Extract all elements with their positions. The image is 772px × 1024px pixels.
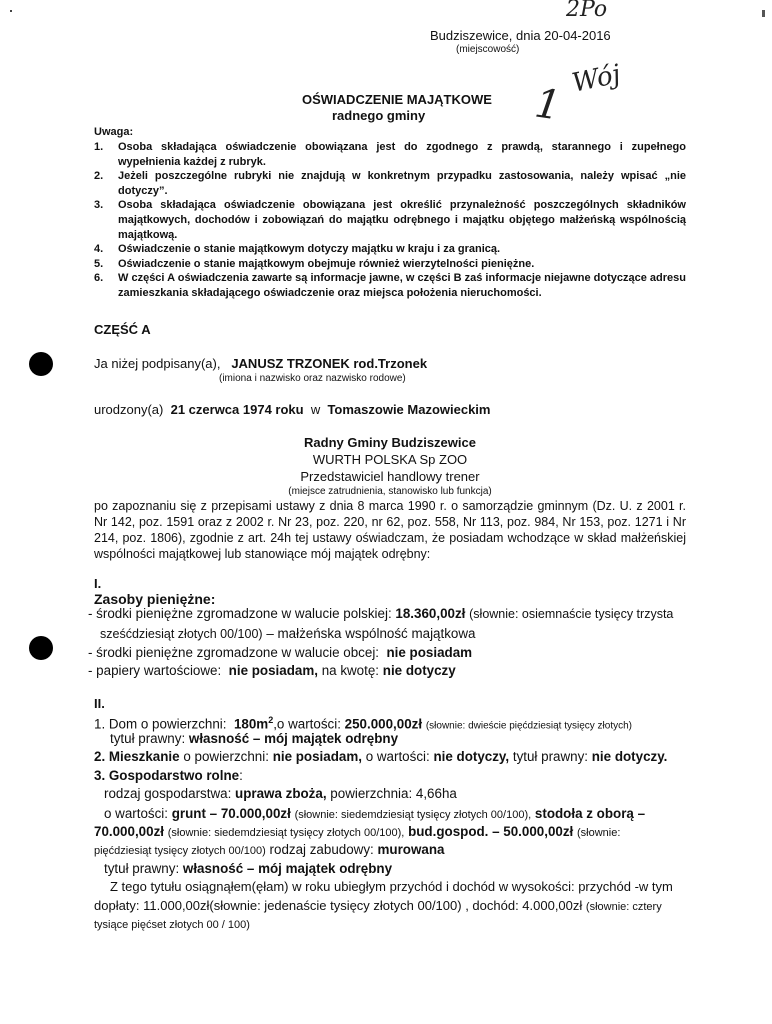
note-item: 6. W części A oświadczenia zawarte są informacje jawne, w części B zaś informacje niejawne dotyczące adresu zamieszkania składającego oświadczenie oraz miejsca położenia nieruchomości.	[94, 272, 686, 299]
pln-amount: 18.360,00zł	[395, 606, 466, 621]
part-a-heading: CZĘŚĆ A	[94, 322, 151, 337]
income-line-2: dopłaty: 11.000,00zł(słownie: jedenaście tysięcy złotych 00/100) , dochód: 4.000,00zł (słownie: cztery	[94, 898, 662, 913]
punch-hole-top	[29, 352, 53, 376]
foreign-line: - środki pieniężne zgromadzone w walucie obcej: nie posiadam	[88, 645, 473, 660]
place-date: Budziszewice, dnia 20-04-2016	[430, 28, 611, 43]
farm-heading-line: 3. Gospodarstwo rolne:	[94, 768, 243, 783]
place-caption: (miejscowość)	[456, 44, 520, 55]
scan-speck	[10, 10, 12, 12]
note-item: 1. Osoba składająca oświadczenie obowiązana jest do zgodnego z prawdą, starannego i zupełnego wypełnienia każdej z rubryk.	[94, 141, 686, 168]
house-title-line: tytuł prawny: własność – mój majątek odrębny	[110, 731, 399, 746]
signed-name: JANUSZ TRZONEK rod.Trzonek	[231, 356, 428, 371]
signed-line: Ja niżej podpisany(a), JANUSZ TRZONEK rod.Trzonek	[94, 356, 428, 371]
farm-value-line: o wartości: grunt – 70.000,00zł (słownie: siedemdziesiąt tysięcy złotych 00/100), stodoła z oborą –	[104, 806, 646, 821]
section-1-numeral: I.	[94, 576, 102, 591]
income-line-3: tysiące pięćset złotych 00 / 100)	[94, 919, 250, 931]
punch-hole-bottom	[29, 636, 53, 660]
handwritten-page-number: 2Po	[566, 0, 608, 22]
notes-heading: Uwaga:	[94, 126, 134, 138]
statute-paragraph: po zapoznaniu się z przepisami ustawy z dnia 8 marca 1990 r. o samorządzie gminnym (Dz. U. z 2001 r. Nr 142, poz. 1591 oraz z 2002 r. Nr 23, poz. 220, nr 62, poz. 558, Nr 113, poz. 984, Nr 153, poz. 1271 i Nr 214, poz. 1806), zgodnie z art. 24h tej ustawy oświadczam, że posiadam wchodzące w skład małżeńskiej wspólności majątkowej lub stanowiące mój majątek odrębny:	[94, 499, 686, 561]
income-line-1: Z tego tytułu osiągnąłem(ęłam) w roku ubiegłym przychód i dochód w wysokości: przychód -w tym	[110, 879, 673, 894]
document-subtitle: radnego gminy	[332, 108, 426, 123]
note-item: 2. Jeżeli poszczególne rubryki nie znajdują w konkretnym przypadku zastosowania, należy wpisać „nie dotyczy”.	[94, 170, 686, 197]
born-line: urodzony(a) 21 czerwca 1974 roku w Tomaszowie Mazowieckim	[94, 402, 491, 417]
name-caption: (imiona i nazwisko oraz nazwisko rodowe)	[219, 373, 406, 384]
note-item: 3. Osoba składająca oświadczenie obowiązana jest określić przynależność poszczególnych składników majątkowych, dochodów i zobowiązań do majątku odrębnego i majątku objętego małżeńską wspólnością majątkową.	[94, 199, 686, 241]
section-2-numeral: II.	[94, 696, 105, 711]
handwritten-corner-mark: 1	[531, 80, 564, 130]
farm-title-line: tytuł prawny: własność – mój majątek odrębny	[104, 861, 393, 876]
job-line-1: Radny Gminy Budziszewice	[304, 435, 476, 450]
section-1-heading: Zasoby pieniężne:	[94, 591, 216, 607]
born-date: 21 czerwca 1974 roku	[170, 402, 304, 417]
handwritten-annotation: Wój	[569, 59, 624, 99]
farm-bud-line: pięćdziesiąt tysięcy złotych 00/100) rodzaj zabudowy: murowana	[94, 842, 445, 857]
pln-line-2: sześćdziesiąt złotych 00/100) – małżeńska wspólność majątkowa	[100, 626, 476, 641]
notes-list	[94, 140, 686, 301]
job-caption: (miejsce zatrudnienia, stanowisko lub funkcja)	[288, 486, 492, 497]
document-title: OŚWIADCZENIE MAJĄTKOWE	[302, 92, 492, 107]
securities-line: - papiery wartościowe: nie posiadam, na kwotę: nie dotyczy	[88, 663, 456, 678]
foreign-value: nie posiadam	[386, 645, 473, 660]
born-place: Tomaszowie Mazowieckim	[327, 402, 491, 417]
farm-barn-line: 70.000,00zł (słownie: siedemdziesiąt tysięcy złotych 00/100), bud.gospod. – 50.000,00zł (słownie:	[94, 824, 621, 839]
note-item: 5. Oświadczenie o stanie majątkowym obejmuje również wierzytelności pieniężne.	[94, 257, 535, 270]
note-item: 4. Oświadczenie o stanie majątkowym dotyczy majątku w kraju i za granicą.	[94, 243, 501, 256]
pln-line: - środki pieniężne zgromadzone w walucie polskiej: 18.360,00zł (słownie: osiemnaście tysięcy trzysta	[88, 606, 674, 621]
job-line-3: Przedstawiciel handlowy trener	[300, 469, 480, 484]
flat-line: 2. Mieszkanie o powierzchni: nie posiadam, o wartości: nie dotyczy, tytuł prawny: nie dotyczy.	[94, 749, 668, 764]
scan-speck	[762, 10, 765, 17]
farm-type-line: rodzaj gospodarstwa: uprawa zboża, powierzchnia: 4,66ha	[104, 786, 457, 801]
house-line: 1. Dom o powierzchni: $180m^2,o$ wartości: 250.000,00zł (słownie: dwieście pięćdziesiąt tysięcy złotych)	[94, 715, 633, 732]
job-line-2: WURTH POLSKA Sp ZOO	[312, 452, 468, 467]
